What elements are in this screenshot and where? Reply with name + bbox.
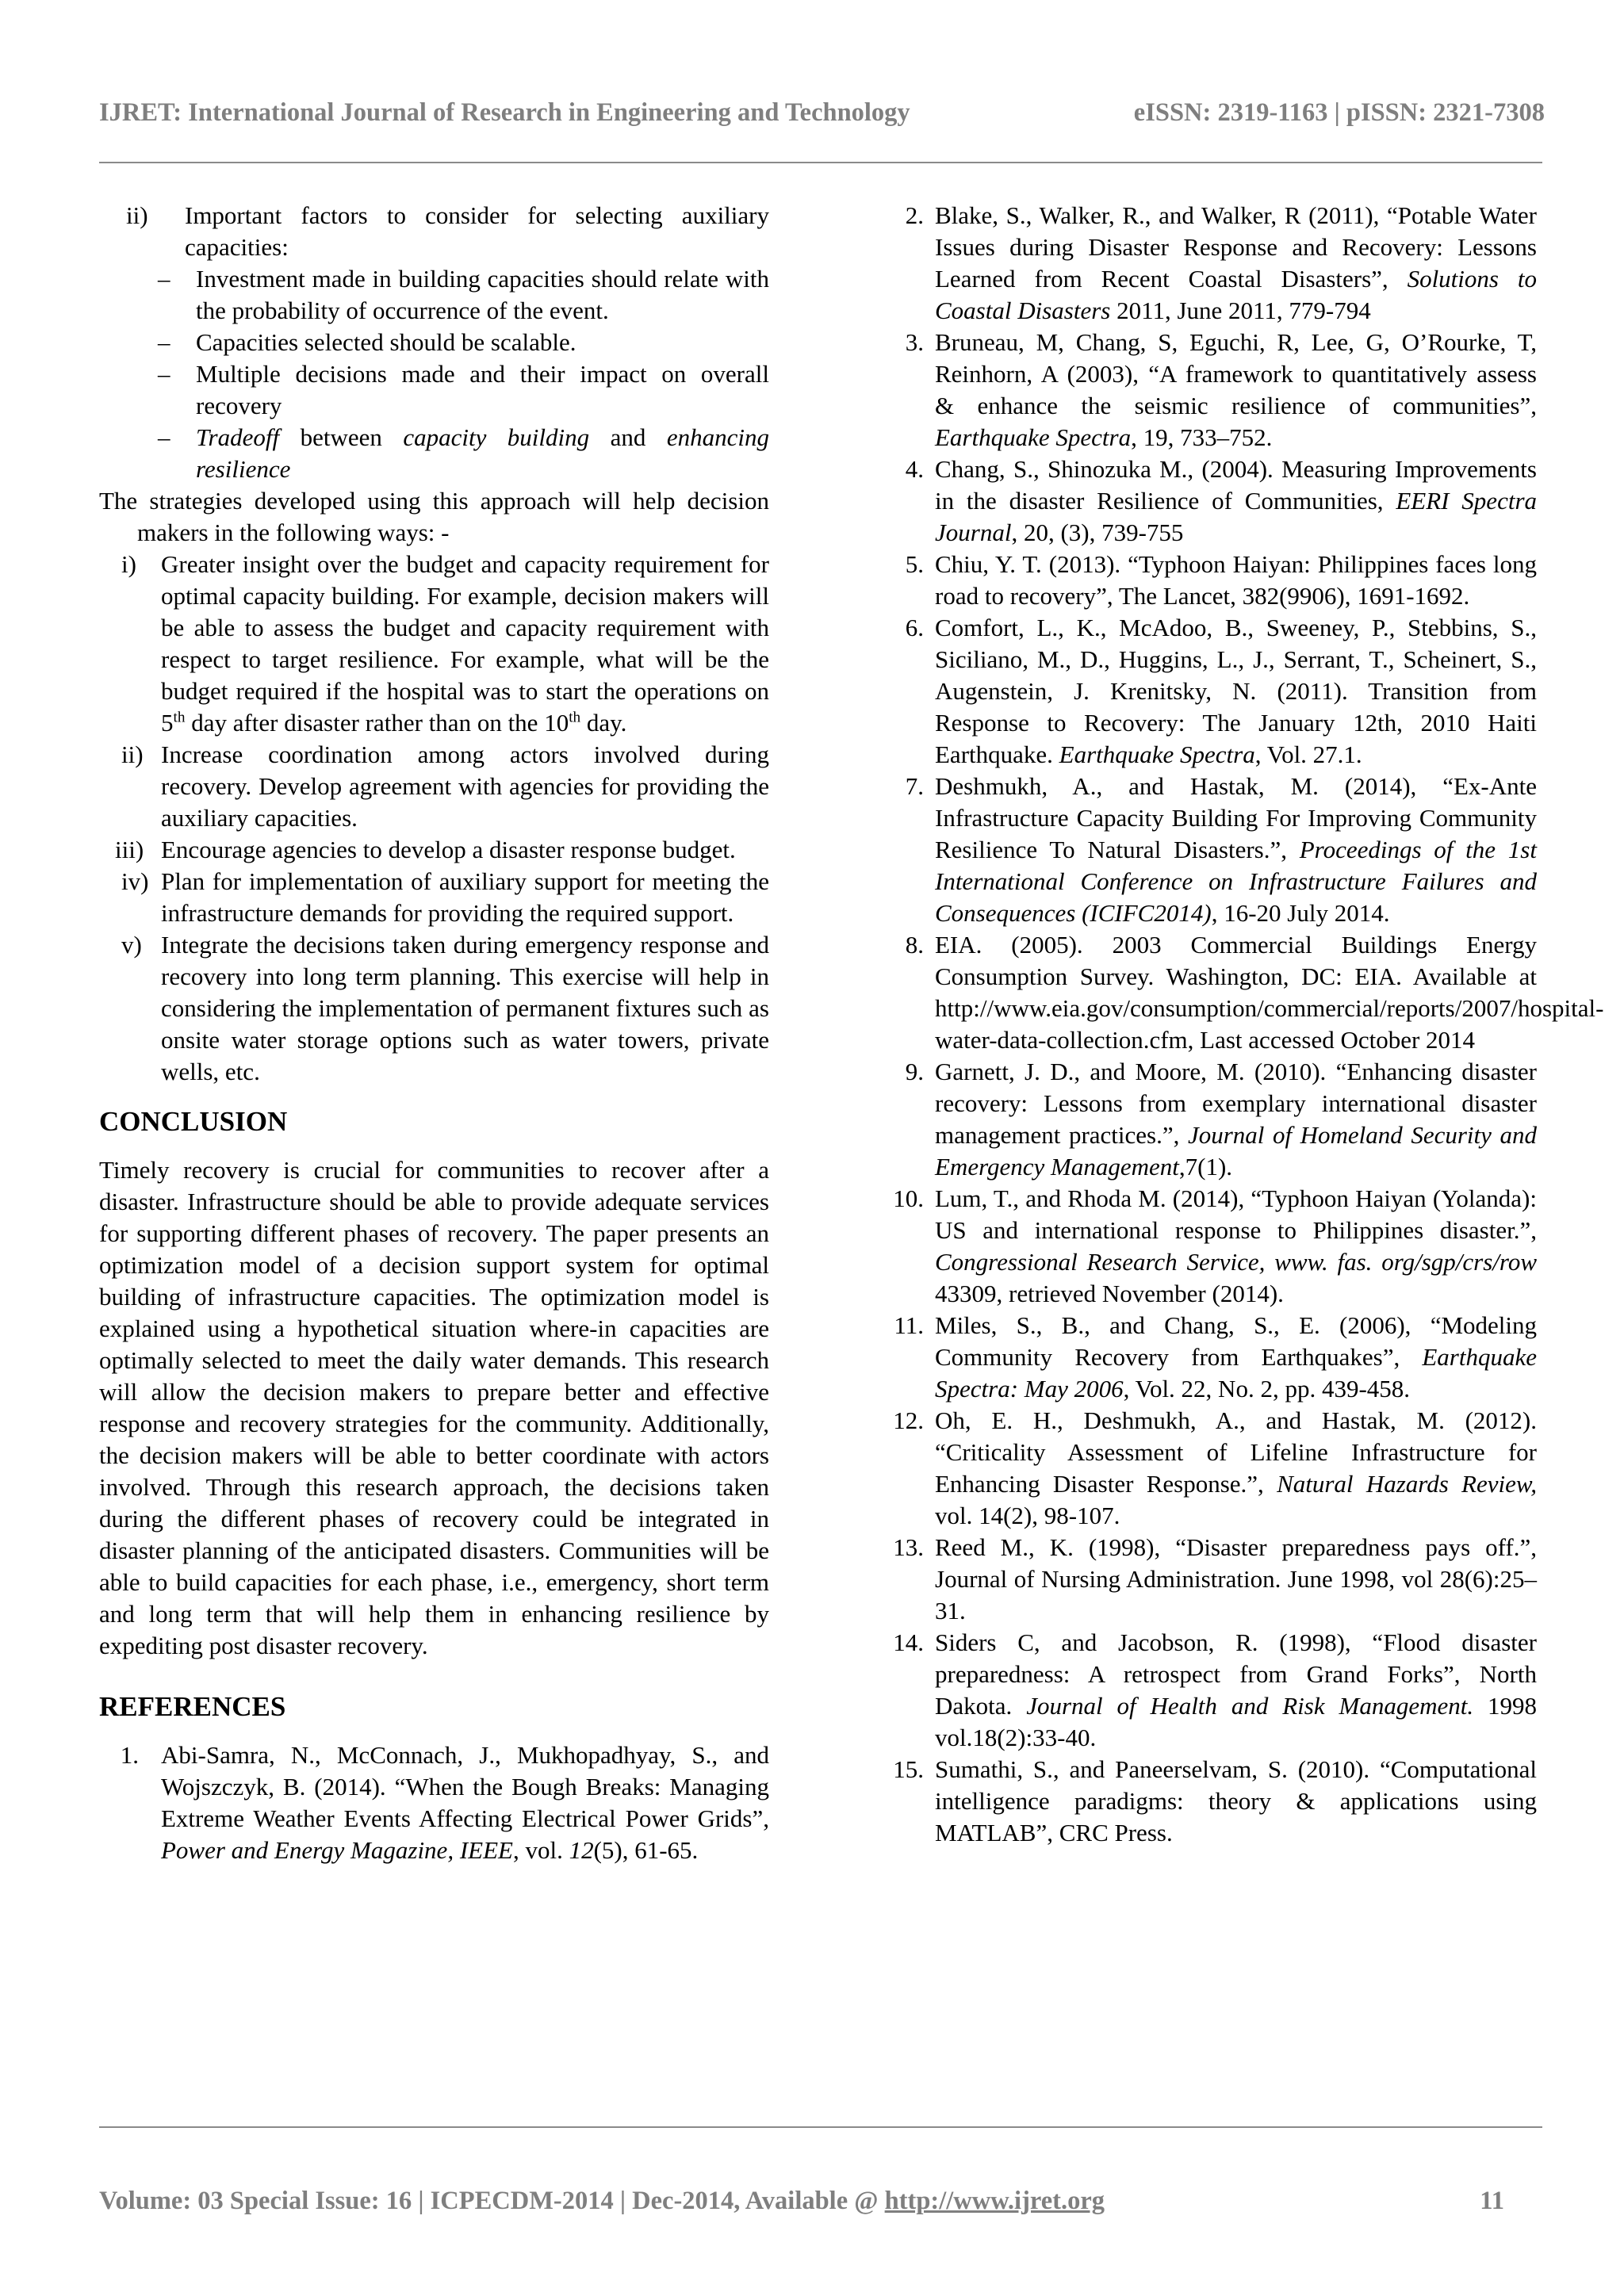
reference-item <box>876 1183 1537 1310</box>
reference-item <box>876 327 1537 453</box>
reference-text: 43309, retrieved November (2014). <box>935 1280 1284 1307</box>
reference-source: Earthquake Spectra <box>1059 740 1255 768</box>
way-item <box>99 739 769 834</box>
tradeoff-text: and <box>589 423 667 451</box>
reference-item <box>876 200 1537 327</box>
way-item <box>99 549 769 739</box>
way-text: day after disaster rather than on the 10 <box>185 709 569 737</box>
reference-item <box>876 1627 1537 1754</box>
way-marker: v) <box>121 931 142 959</box>
journal-link[interactable]: http://www.ijret.org <box>884 2187 1105 2215</box>
way-text: Encourage agencies to develop a disaster response budget. <box>161 836 736 863</box>
reference-number: 12. <box>893 1406 924 1434</box>
dash-marker: – <box>158 265 170 293</box>
journal-title: IJRET: International Journal of Research in Engineering and Technology <box>99 98 910 127</box>
reference-source: Solutions to Coastal Disasters <box>935 265 1537 324</box>
reference-source: Proceedings of the 1st International Conference on Infrastructure Failures and Consequences (ICIFC2014) <box>935 836 1537 927</box>
factor-bullet-text: Capacities selected should be scalable. <box>196 328 576 356</box>
reference-source: Earthquake Spectra <box>935 423 1132 451</box>
reference-text: , 19, 733–752. <box>1131 423 1273 451</box>
way-text: Integrate the decisions taken during emergency response and recovery into long term planning. This exercise will help in considering the implementation of permanent fixtures such as onsite water storage options such as water towers, private wells, etc. <box>161 931 769 1085</box>
reference-number: 15. <box>893 1755 924 1783</box>
reference-text: Abi-Samra, N., McConnach, J., Mukhopadhyay, S., and Wojszczyk, B. (2014). “When the Bough Breaks: Managing Extreme Weather Events Affecting Electrical Power Grids”, <box>161 1741 769 1832</box>
reference-text: , 20, (3), 739-755 <box>1011 519 1184 546</box>
reference-number: 1. <box>120 1741 139 1769</box>
footer-divider <box>99 2126 1542 2128</box>
reference-item <box>876 929 1604 1056</box>
reference-text: Deshmukh, A., and Hastak, M. (2014), “Ex-Ante Infrastructure Capacity Building For Improving Community Resilience To Natural Disasters.”, <box>935 772 1537 863</box>
header-divider <box>99 162 1542 163</box>
strategies-intro: The strategies developed using this approach will help decision makers in the following ways: - <box>99 487 769 546</box>
reference-volume: 12 <box>569 1836 594 1864</box>
reference-text: Sumathi, S., and Paneerselvam, S. (2010). “Computational intelligence paradigms: theory & applications using MATLAB”, CRC Press. <box>935 1755 1537 1846</box>
reference-text: vol. 14(2), 98-107. <box>935 1502 1120 1529</box>
way-text: Greater insight over the budget and capacity requirement for optimal capacity building. For example, decision makers will be able to assess the budget and capacity requirement with respect to target resilience. For example, what will be the budget required if the hospital was to start the operations on 5 <box>161 550 769 737</box>
dash-marker: – <box>158 360 170 388</box>
way-text: Increase coordination among actors involved during recovery. Develop agreement with agencies for providing the auxiliary capacities. <box>161 740 769 832</box>
reference-source: Journal of Homeland Security and Emergency Management <box>935 1121 1537 1181</box>
issn-info: eISSN: 2319-1163 | pISSN: 2321-7308 <box>1133 98 1545 127</box>
factor-bullet <box>158 263 769 327</box>
way-marker: i) <box>121 550 136 578</box>
reference-item <box>876 1754 1537 1849</box>
reference-source: EERI Spectra Journal <box>935 487 1538 546</box>
references-heading: REFERENCES <box>99 1691 286 1722</box>
page-number: 11 <box>1480 2187 1504 2215</box>
way-marker: iv) <box>121 867 149 895</box>
left-column <box>99 200 769 1866</box>
reference-text: Chang, S., Shinozuka M., (2004). Measuring Improvements in the disaster Resilience of Communities, <box>935 455 1537 515</box>
superscript: th <box>569 709 581 726</box>
reference-text: Siders C, and Jacobson, R. (1998), “Flood disaster preparedness: A retrospect from Grand Forks”, North Dakota. <box>935 1628 1537 1720</box>
footer-text: Volume: 03 Special Issue: 16 | ICPECDM-2014 | Dec-2014, Available @ <box>99 2187 885 2215</box>
way-text: Plan for implementation of auxiliary support for meeting the infrastructure demands for providing the required support. <box>161 867 769 927</box>
way-item <box>99 929 769 1088</box>
reference-text: Comfort, L., K., McAdoo, B., Sweeney, P., Stebbins, S., Siciliano, M., D., Huggins, L., J., Serrant, T., Scheinert, S., Augenstein, J. Krenitsky, N. (2011). Transition from Response to Recovery: The January 12th, 2010 Haiti Earthquake. <box>935 614 1537 768</box>
reference-number: 3. <box>905 328 924 356</box>
reference-number: 9. <box>905 1058 924 1085</box>
reference-text: Lum, T., and Rhoda M. (2014), “Typhoon Haiyan (Yolanda): US and international response to Philippines disaster.”, <box>935 1184 1537 1244</box>
reference-source: Earthquake Spectra: May 2006 <box>935 1343 1537 1402</box>
tradeoff-term: Tradeoff <box>196 423 280 451</box>
factors-marker: ii) <box>126 201 148 229</box>
reference-text: , Vol. 22, No. 2, pp. 439-458. <box>1123 1375 1411 1402</box>
superscript: th <box>173 709 186 726</box>
reference-text: Reed M., K. (1998), “Disaster preparedness pays off.”, Journal of Nursing Administration. June 1998, vol 28(6):25–31. <box>935 1533 1537 1624</box>
reference-text: (5), 61-65. <box>593 1836 699 1864</box>
reference-item <box>876 612 1537 771</box>
reference-number: 6. <box>905 614 924 641</box>
reference-number: 14. <box>893 1628 924 1656</box>
factors-text: Important factors to consider for selecting auxiliary capacities: <box>185 201 769 261</box>
reference-source: Power and Energy Magazine, IEEE <box>161 1836 513 1864</box>
tradeoff-term: capacity building <box>403 423 590 451</box>
conclusion-heading: CONCLUSION <box>99 1106 288 1137</box>
reference-text: Miles, S., B., and Chang, S., E. (2006), “Modeling Community Recovery from Earthquakes”, <box>935 1311 1537 1371</box>
reference-text: Blake, S., Walker, R., and Walker, R (2011), “Potable Water Issues during Disaster Response and Recovery: Lessons Learned from Recent Coastal Disasters”, <box>935 201 1537 293</box>
way-text: day. <box>580 709 627 737</box>
reference-text: 1998 vol.18(2):33-40. <box>935 1692 1537 1751</box>
reference-number: 7. <box>905 772 924 800</box>
reference-item <box>876 549 1537 612</box>
reference-source: Natural Hazards Review, <box>1277 1470 1537 1498</box>
reference-number: 2. <box>905 201 924 229</box>
reference-item <box>876 1056 1537 1183</box>
reference-item <box>99 1739 769 1866</box>
reference-text: EIA. (2005). 2003 Commercial Buildings Energy Consumption Survey. Washington, DC: EIA. Available at http://www.eia.gov/consumption/commercial/reports/2007/hospital-water-data-collection.cfm, Last accessed October 2014 <box>935 931 1604 1054</box>
reference-text: , vol. <box>512 1836 569 1864</box>
reference-item <box>876 1310 1537 1405</box>
reference-number: 4. <box>905 455 924 483</box>
reference-item <box>876 771 1537 929</box>
reference-source: Congressional Research Service, www. fas. org/sgp/crs/row <box>935 1248 1537 1276</box>
reference-text: Chiu, Y. T. (2013). “Typhoon Haiyan: Philippines faces long road to recovery”, The Lancet, 382(9906), 1691-1692. <box>935 550 1537 610</box>
way-marker: iii) <box>115 836 144 863</box>
factor-bullet <box>158 358 769 422</box>
tradeoff-text: between <box>279 423 404 451</box>
reference-number: 5. <box>905 550 924 578</box>
reference-number: 10. <box>893 1184 924 1212</box>
page-header <box>99 98 1545 136</box>
factor-bullet <box>158 422 769 485</box>
tradeoff-term: enhancing resilience <box>196 423 770 483</box>
reference-text: , 16-20 July 2014. <box>1211 899 1390 927</box>
factors-item <box>126 200 769 263</box>
reference-number: 8. <box>905 931 924 959</box>
reference-item <box>876 453 1537 549</box>
way-marker: ii) <box>121 740 144 768</box>
reference-source: Journal of Health and Risk Management. <box>1026 1692 1474 1720</box>
reference-number: 13. <box>893 1533 924 1561</box>
reference-item <box>876 1532 1537 1627</box>
factor-bullet <box>158 327 769 358</box>
way-item <box>99 866 769 929</box>
way-item <box>99 834 769 866</box>
right-column <box>876 200 1604 1849</box>
factor-bullet-text: Multiple decisions made and their impact on overall recovery <box>196 360 769 419</box>
dash-marker: – <box>158 328 170 356</box>
conclusion-paragraph: Timely recovery is crucial for communities to recover after a disaster. Infrastructure should be able to provide adequate services for supporting different phases of recovery. The paper presents an optimization model of a decision support system for optimal building of infrastructure capacities. The optimization model is explained using a hypothetical situation where-in capacities are optimally selected to meet the daily water demands. This research will allow the decision makers to prepare better and effective response and recovery strategies for the community. Additionally, the decision makers will be able to better coordinate with actors involved. Through this research approach, the decisions taken during the different phases of recovery could be integrated in disaster planning of the anticipated disasters. Communities will be able to build capacities for each phase, i.e., emergency, short term and long term that will help them in enhancing resilience by expediting post disaster recovery. <box>99 1156 769 1659</box>
reference-text: Oh, E. H., Deshmukh, A., and Hastak, M. (2012). “Criticality Assessment of Lifeline Infrastructure for Enhancing Disaster Response.”, <box>935 1406 1537 1498</box>
reference-text: 2011, June 2011, 779-794 <box>1110 297 1371 324</box>
reference-item <box>876 1405 1537 1532</box>
factor-bullet-text: Investment made in building capacities should relate with the probability of occurrence of the event. <box>196 265 769 324</box>
reference-text: Bruneau, M, Chang, S, Eguchi, R, Lee, G, O’Rourke, T, Reinhorn, A (2003), “A framework to quantitatively assess & enhance the seismic resilience of communities”, <box>935 328 1537 419</box>
reference-text: , Vol. 27.1. <box>1254 740 1362 768</box>
reference-text: ,7(1). <box>1178 1153 1233 1181</box>
reference-number: 11. <box>894 1311 924 1339</box>
dash-marker: – <box>158 423 170 451</box>
page-footer <box>99 2187 1542 2225</box>
reference-text: Garnett, J. D., and Moore, M. (2010). “Enhancing disaster recovery: Lessons from exemplary international disaster management practices.”, <box>935 1058 1537 1149</box>
